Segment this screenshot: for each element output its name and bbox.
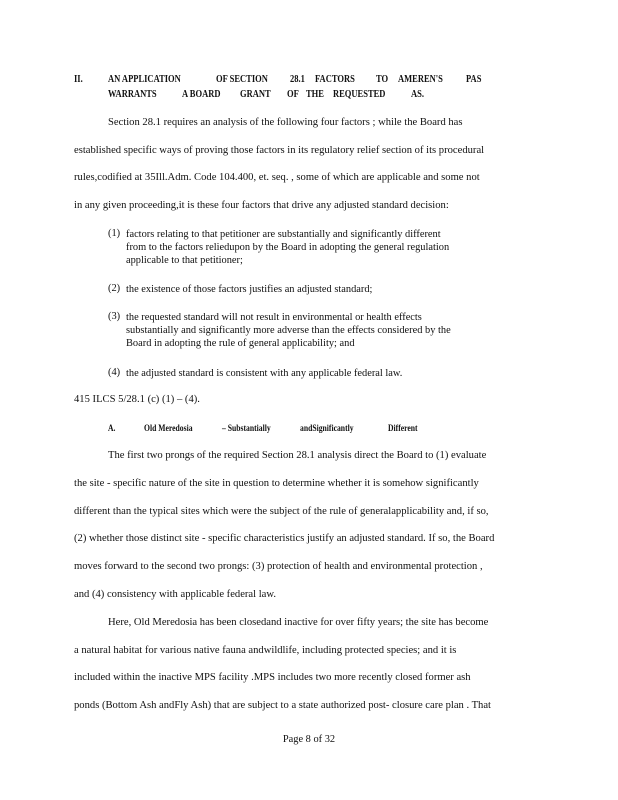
- heading-line2-word: REQUESTED: [333, 89, 386, 100]
- subheading-label: A.: [108, 423, 116, 433]
- list-item-text: the requested standard will not result in environmental or health effects substantially and significantly more adverse than the effects considered by the Board in adopting the rule of general applicability; and: [126, 312, 451, 349]
- paragraph-line: different than the typical sites which were the subject of the rule of generalapplicability and, if so,: [74, 506, 489, 517]
- paragraph-line: and (4) consistency with applicable federal law.: [74, 589, 276, 600]
- paragraph-line: the site - specific nature of the site in question to determine whether it is somehow significantly: [74, 478, 479, 489]
- heading-line1-word: PAS: [466, 74, 482, 85]
- list-item-number: (3): [108, 311, 121, 322]
- heading-line2-word: OF: [287, 89, 299, 100]
- paragraph-line: (2) whether those distinct site - specific characteristics justify an adjusted standard. If so, the Board: [74, 533, 495, 544]
- subheading-part: – Substantially: [222, 423, 271, 433]
- heading-line1-word: 28.1: [290, 74, 305, 85]
- heading-line2-word: WARRANTS: [108, 89, 157, 100]
- subheading-part: Different: [388, 423, 418, 433]
- list-item-text: factors relating to that petitioner are substantially and significantly different from to the factors reliedupon by the Board in adopting the general regulation applicable to that petitioner;: [126, 229, 450, 266]
- subheading-part: andSignificantly: [300, 423, 354, 433]
- paragraph-line: included within the inactive MPS facility .MPS includes two more recently closed former ash: [74, 672, 471, 683]
- paragraph-line: established specific ways of proving those factors in its regulatory relief section of its procedural: [74, 145, 485, 156]
- list-item-text: the existence of those factors justifies an adjusted standard;: [126, 284, 373, 295]
- section-numeral: II.: [74, 74, 83, 85]
- heading-line2-word: A BOARD: [182, 89, 221, 100]
- heading-line1-word: AN APPLICATION: [108, 74, 181, 85]
- heading-line2-word: THE: [306, 89, 324, 100]
- paragraph-line: moves forward to the second two prongs: (3) protection of health and environmental protection ,: [74, 561, 483, 572]
- list-item-number: (2): [108, 283, 121, 294]
- list-item-text: the adjusted standard is consistent with any applicable federal law.: [126, 368, 403, 379]
- subheading-part: Old Meredosia: [144, 423, 193, 433]
- page-number: Page 8 of 32: [282, 734, 336, 745]
- heading-line1-word: FACTORS: [315, 74, 355, 85]
- heading-line1-word: OF SECTION: [216, 74, 268, 85]
- heading-line1-word: TO: [376, 74, 389, 85]
- paragraph-line: rules,codified at 35Ill.Adm. Code 104.400, et. seq. , some of which are applicable and some not: [74, 172, 480, 183]
- heading-line2-word: GRANT: [240, 89, 271, 100]
- paragraph-line: ponds (Bottom Ash andFly Ash) that are subject to a state authorized post- closure care plan . That: [74, 700, 491, 711]
- statute-citation: 415 ILCS 5/28.1 (c) (1) – (4).: [74, 394, 200, 405]
- paragraph-line: in any given proceeding,it is these four factors that drive any adjusted standard decision:: [74, 200, 449, 211]
- list-item-number: (4): [108, 367, 121, 378]
- heading-line2-word: AS.: [411, 89, 425, 100]
- heading-line1-word: AMEREN'S: [398, 74, 443, 85]
- list-item-number: (1): [108, 228, 121, 239]
- paragraph-line: Here, Old Meredosia has been closedand inactive for over fifty years; the site has become: [108, 617, 489, 628]
- paragraph-line: The first two prongs of the required Section 28.1 analysis direct the Board to (1) evaluate: [108, 450, 487, 461]
- paragraph-line: a natural habitat for various native fauna andwildlife, including protected species; and it is: [74, 645, 457, 656]
- paragraph-line: Section 28.1 requires an analysis of the following four factors ; while the Board has: [108, 117, 463, 128]
